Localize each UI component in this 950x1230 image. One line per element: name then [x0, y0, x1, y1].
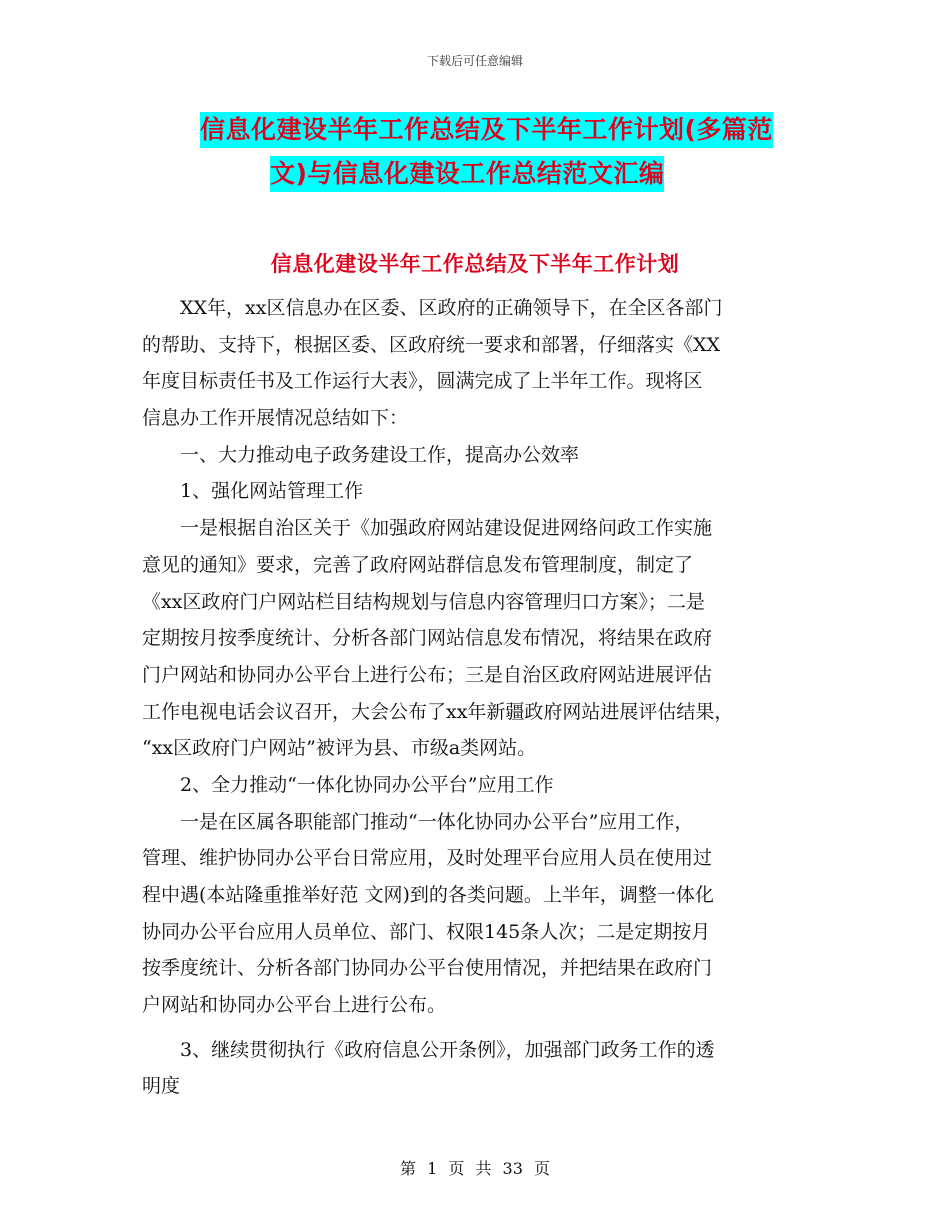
document-title-line-2: 文)与信息化建设工作总结范文汇编 — [270, 156, 664, 192]
body-line: 门户网站和协同办公平台上进行公布；三是自治区政府网站进展评估 — [142, 663, 713, 686]
body-line: XX年，xx区信息办在区委、区政府的正确领导下，在全区各部门 — [142, 297, 723, 319]
body-line: 按季度统计、分析各部门协同办公平台使用情况，并把结果在政府门 — [142, 957, 713, 980]
body-line: 程中遇(本站隆重推举好范 文网)到的各类问题。上半年，调整一体化 — [142, 884, 714, 906]
section-heading: 信息化建设半年工作总结及下半年工作计划 — [270, 252, 680, 276]
body-line: 的帮助、支持下，根据区委、区政府统一要求和部署，仔细落实《XX — [142, 333, 721, 356]
document-title-line-1: 信息化建设半年工作总结及下半年工作计划(多篇范 — [200, 112, 773, 148]
body-line: 管理、维护协同办公平台日常应用，及时处理平台应用人员在使用过 — [142, 847, 713, 870]
body-line: 一是根据自治区关于《加强政府网站建设促进网络问政工作实施 — [142, 517, 713, 540]
body-text — [142, 290, 812, 1105]
body-line: 工作电视电话会议召开，大会公布了xx年新疆政府网站进展评估结果， — [142, 700, 734, 723]
body-line: 一是在区属各职能部门推动“一体化协同办公平台”应用工作， — [142, 810, 694, 833]
body-line: 年度目标责任书及工作运行大表》，圆满完成了上半年工作。现将区 — [142, 370, 703, 393]
body-line: 一、大力推动电子政务建设工作，提高办公效率 — [142, 443, 580, 466]
header-note: 下载后可任意编辑 — [426, 54, 523, 68]
body-line: “xx区政府门户网站”被评为县、市级a类网站。 — [142, 737, 537, 760]
body-line: 1、强化网站管理工作 — [142, 480, 364, 503]
body-line: 信息办工作开展情况总结如下： — [142, 407, 409, 430]
body-line: 定期按月按季度统计、分析各部门网站信息发布情况，将结果在政府 — [142, 627, 713, 650]
body-line: 3、继续贯彻执行《政府信息公开条例》，加强部门政务工作的透 — [142, 1038, 715, 1061]
body-line: 意见的通知》要求，完善了政府网站群信息发布管理制度，制定了 — [142, 553, 694, 576]
body-line: 明度 — [142, 1075, 181, 1098]
body-line: 《xx区政府门户网站栏目结构规划与信息内容管理归口方案》；二是 — [142, 590, 705, 613]
body-line: 协同办公平台应用人员单位、部门、权限145条人次；二是定期按月 — [142, 920, 711, 943]
body-line: 户网站和协同办公平台上进行公布。 — [142, 994, 447, 1017]
page-number: 第 1 页 共 33 页 — [400, 1159, 550, 1178]
body-line: 2、全力推动“一体化协同办公平台”应用工作 — [142, 773, 554, 796]
